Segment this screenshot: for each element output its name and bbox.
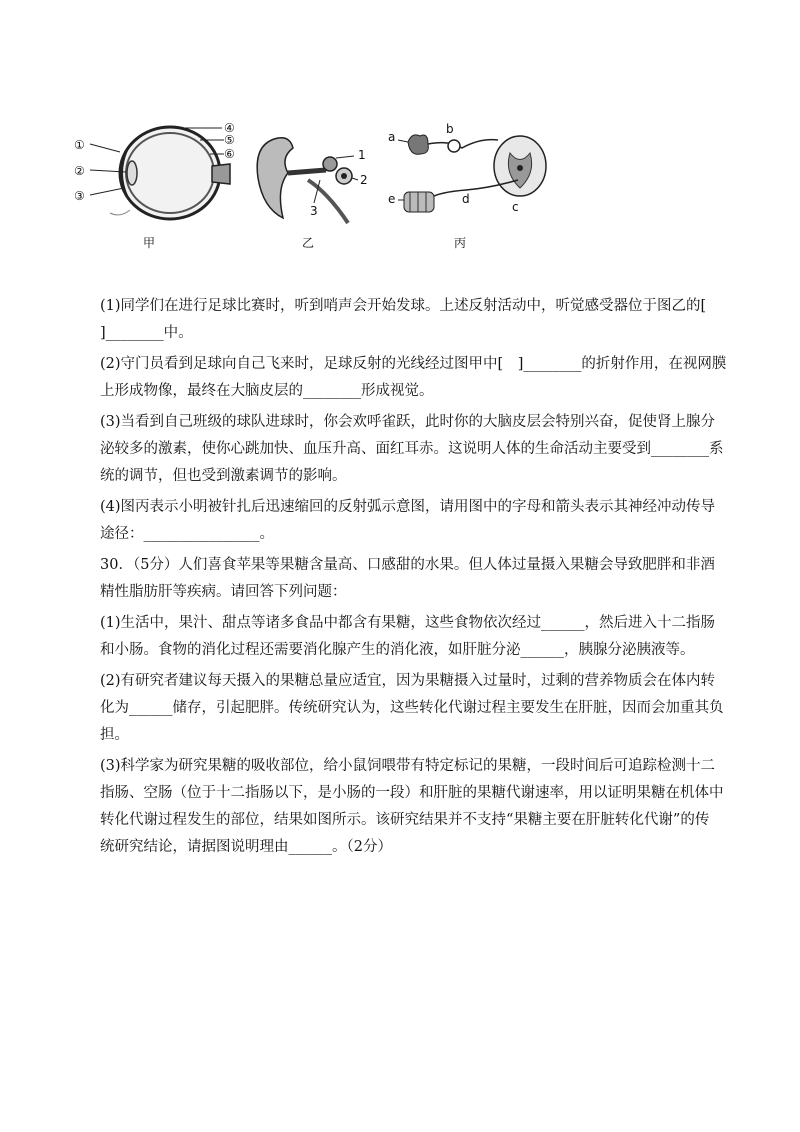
reflex-label-a: a [388, 130, 396, 144]
eye-label-6: ⑥ [224, 147, 235, 161]
text-line: 泌较多的激素，使你心跳加快、血压升高、面红耳赤。这说明人体的生命活动主要受到________系 [100, 441, 724, 457]
text-line: 担。 [100, 727, 129, 743]
text-line: (1)生活中，果汁、甜点等诸多食品中都含有果糖，这些食物依次经过______，然后进入十二指肠 [100, 615, 716, 631]
q30-part2 [100, 668, 724, 749]
ear-label-3: 3 [310, 204, 318, 218]
text-line: (2)有研究者建议每天摄入的果糖总量应适宜，因为果糖摄入过量时，过剩的营养物质会在体内转 [100, 673, 716, 689]
ear-label-1: 1 [358, 148, 366, 162]
q30-intro [100, 552, 715, 606]
q29-part2 [100, 351, 727, 405]
eye-caption: 甲 [143, 236, 156, 250]
q30-part1 [100, 610, 716, 664]
text-line: (2)守门员看到足球向自己飞来时，足球反射的光线经过图甲中[ ]________的折射作用，在视网膜 [100, 356, 727, 372]
text-line: 统研究结论，请据图说明理由______。（2分） [100, 839, 392, 855]
text-line: 指肠、空肠（位于十二指肠以下，是小肠的一段）和肝脏的果糖代谢速率，用以证明果糖在机体中 [100, 785, 724, 801]
eye-diagram [80, 118, 240, 233]
text-line: 30．（5分）人们喜食苹果等果糖含量高、口感甜的水果。但人体过量摄入果糖会导致肥胖和非酒 [100, 557, 715, 573]
reflex-arc-diagram [390, 118, 550, 218]
text-line: ]________中。 [100, 325, 193, 341]
eye-label-5: ⑤ [224, 133, 235, 147]
q29-part1 [100, 293, 710, 347]
text-line: (1)同学们在进行足球比赛时，听到哨声会开始发球。上述反射活动中，听觉感受器位于图乙的[ [100, 298, 707, 314]
reflex-label-e: e [388, 192, 396, 206]
q30-part3 [100, 753, 724, 861]
eye-figure [74, 118, 240, 250]
eye-label-1: ① [74, 138, 85, 152]
text-line: (3)当看到自己班级的球队进球时，你会欢呼雀跃，此时你的大脑皮层会特别兴奋，促使肾上腺分 [100, 414, 716, 430]
text-line: (3)科学家为研究果糖的吸收部位，给小鼠饲喂带有特定标记的果糖，一段时间后可追踪检测十二 [100, 758, 716, 774]
reflex-label-d: d [462, 192, 470, 206]
text-line: 途径：________________。 [100, 526, 274, 542]
ear-label-2: 2 [360, 173, 368, 187]
eye-label-3: ③ [74, 189, 85, 203]
reflex-label-b: b [446, 122, 454, 136]
text-line: 统的调节，但也受到激素调节的影响。 [100, 468, 347, 484]
reflex-label-c: c [512, 200, 519, 214]
reflex-caption: 丙 [454, 236, 467, 250]
ear-diagram [248, 118, 368, 233]
figure-row [74, 118, 520, 258]
ear-caption: 乙 [302, 236, 315, 250]
text-line: 转化代谢过程发生的部位，结果如图所示。该研究结果并不支持“果糖主要在肝脏转化代谢”的传 [100, 812, 710, 828]
question-text [100, 293, 727, 865]
reflex-arc-figure [388, 118, 550, 250]
text-line: 化为______储存，引起肥胖。传统研究认为，这些转化代谢过程主要发生在肝脏，因而会加重其负 [100, 700, 724, 716]
eye-label-2: ② [74, 164, 85, 178]
q29-part3 [100, 409, 724, 490]
text-line: 精性脂肪肝等疾病。请回答下列问题： [100, 584, 347, 600]
text-line: 和小肠。食物的消化过程还需要消化腺产生的消化液，如肝脏分泌______，胰腺分泌胰液等。 [100, 642, 695, 658]
text-line: (4)图丙表示小明被针扎后迅速缩回的反射弧示意图，请用图中的字母和箭头表示其神经冲动传导 [100, 499, 716, 515]
eye-label-4: ④ [224, 121, 235, 135]
text-line: 上形成物像，最终在大脑皮层的________形成视觉。 [100, 383, 434, 399]
q29-part4 [100, 494, 716, 548]
ear-figure [248, 118, 368, 250]
